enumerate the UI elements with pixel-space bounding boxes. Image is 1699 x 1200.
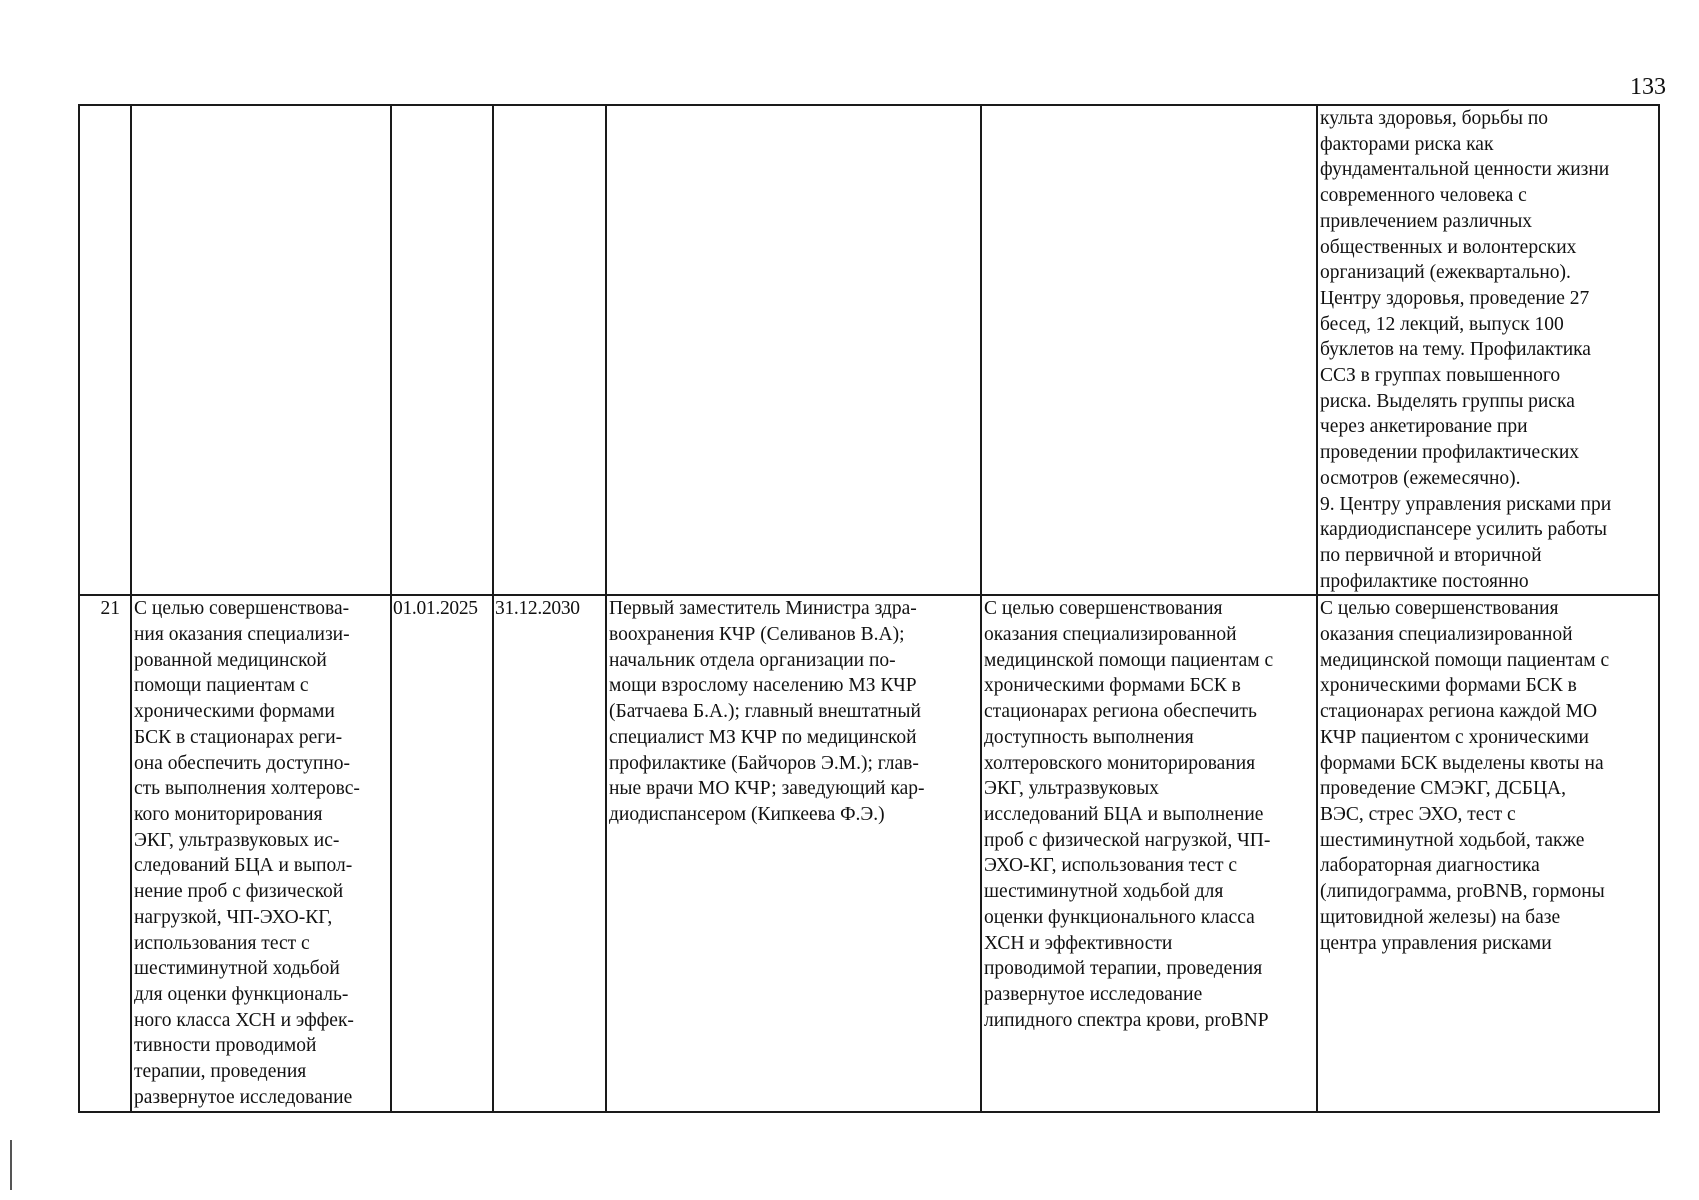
- text-line: КЧР пациентом с хроническими: [1320, 726, 1589, 748]
- expected-result-text: [984, 596, 1314, 1033]
- text-line: проб с физической нагрузкой, ЧП-: [984, 829, 1271, 851]
- text-line: кардиодиспансере усилить работы: [1320, 519, 1607, 541]
- text-line: ЭКГ, ультразвуковых ис-: [134, 829, 340, 851]
- text-line: хроническими формами: [134, 701, 335, 723]
- text-line: 9. Центру управления рисками при: [1320, 493, 1612, 515]
- text-line: ВЭС, стрес ЭХО, тест с: [1320, 803, 1516, 825]
- text-line: проведение СМЭКГ, ДСБЦА,: [1320, 778, 1566, 800]
- text-line: бесед, 12 лекций, выпуск 100: [1320, 313, 1564, 335]
- text-line: хроническими формами БСК в: [1320, 675, 1577, 697]
- text-line: ния оказания специализи-: [134, 624, 350, 646]
- cell-start-date: 01.01.2025: [391, 595, 493, 1112]
- text-line: по первичной и вторичной: [1320, 544, 1542, 566]
- text-line: следований БЦА и выпол-: [134, 855, 353, 877]
- page-number: 133: [1630, 74, 1666, 100]
- text-line: шестиминутной ходьбой: [134, 958, 340, 980]
- cell-expected-result: [981, 105, 1317, 595]
- text-line: профилактике (Байчоров Э.М.); глав-: [609, 752, 919, 774]
- text-line: центра управления рисками: [1320, 932, 1552, 954]
- text-line: профилактике постоянно: [1320, 570, 1529, 592]
- text-line: помощи пациентам с: [134, 675, 309, 697]
- text-line: стационарах региона каждой МО: [1320, 701, 1598, 723]
- cell-responsible: [606, 105, 981, 595]
- text-line: фундаментальной ценности жизни: [1320, 159, 1610, 181]
- text-line: начальник отдела организации по-: [609, 649, 896, 671]
- text-line: буклетов на тему. Профилактика: [1320, 339, 1591, 361]
- text-line: медицинской помощи пациентам с: [984, 649, 1274, 671]
- text-line: хроническими формами БСК в: [984, 675, 1241, 697]
- text-line: проведении профилактических: [1320, 442, 1580, 464]
- text-line: оценки функционального класса: [984, 906, 1255, 928]
- cell-end-date: 31.12.2030: [493, 595, 606, 1112]
- text-line: развернутое исследование: [984, 983, 1203, 1005]
- text-line: факторами риска как: [1320, 133, 1494, 155]
- text-line: оказания специализированной: [1320, 624, 1573, 646]
- text-line: доступность выполнения: [984, 726, 1194, 748]
- text-line: исследований БЦА и выполнение: [984, 803, 1264, 825]
- continuation-result-text: [1320, 106, 1656, 594]
- text-line: шестиминутной ходьбой, также: [1320, 829, 1585, 851]
- text-line: воохранения КЧР (Селиванов В.А);: [609, 624, 905, 646]
- text-line: ЭКГ, ультразвуковых: [984, 778, 1159, 800]
- text-line: липидного спектра крови, proBNP: [984, 1009, 1269, 1031]
- text-line: холтеровского мониторирования: [984, 752, 1256, 774]
- text-line: ХСН и эффективности: [984, 932, 1173, 954]
- text-line: нагрузкой, ЧП-ЭХО-КГ,: [134, 906, 333, 928]
- text-line: кого мониторирования: [134, 803, 323, 825]
- text-line: риска. Выделять группы риска: [1320, 390, 1575, 412]
- text-line: С целью совершенствования: [984, 598, 1223, 620]
- cell-responsible: [606, 595, 981, 1112]
- text-line: лабораторная диагностика: [1320, 855, 1540, 877]
- text-line: привлечением различных: [1320, 210, 1533, 232]
- table-row-21: [79, 595, 1659, 1112]
- text-line: шестиминутной ходьбой для: [984, 881, 1224, 903]
- text-line: специалист МЗ КЧР по медицинской: [609, 726, 917, 748]
- text-line: стационарах региона обеспечить: [984, 701, 1257, 723]
- table-row-continuation: [79, 105, 1659, 595]
- responsible-text: [609, 596, 978, 827]
- measure-text: [134, 596, 388, 1110]
- text-line: тивности проводимой: [134, 1035, 317, 1057]
- text-line: (Батчаева Б.А.); главный внештатный: [609, 701, 921, 723]
- cell-measure: [131, 105, 391, 595]
- cell-number: 21: [79, 595, 131, 1112]
- text-line: она обеспечить доступно-: [134, 752, 351, 774]
- text-line: организаций (ежеквартально).: [1320, 262, 1571, 284]
- cell-end-date: [493, 105, 606, 595]
- text-line: сть выполнения холтеровс-: [134, 778, 360, 800]
- text-line: мощи взрослому населению МЗ КЧР: [609, 675, 917, 697]
- text-line: диодиспансером (Кипкеева Ф.Э.): [609, 803, 885, 825]
- text-line: современного человека с: [1320, 185, 1527, 207]
- cell-start-date: [391, 105, 493, 595]
- text-line: использования тест с: [134, 932, 310, 954]
- text-line: щитовидной железы) на базе: [1320, 906, 1561, 928]
- text-line: Первый заместитель Министра здра-: [609, 598, 917, 620]
- text-line: осмотров (ежемесячно).: [1320, 467, 1521, 489]
- text-line: Центру здоровья, проведение 27: [1320, 287, 1590, 309]
- text-line: медицинской помощи пациентам с: [1320, 649, 1610, 671]
- text-line: оказания специализированной: [984, 624, 1237, 646]
- text-line: терапии, проведения: [134, 1061, 307, 1083]
- cell-expected-result: [981, 595, 1317, 1112]
- text-line: рованной медицинской: [134, 649, 327, 671]
- text-line: С целью совершенствования: [1320, 598, 1559, 620]
- text-line: формами БСК выделены квоты на: [1320, 752, 1604, 774]
- text-line: для оценки функциональ-: [134, 983, 349, 1005]
- text-line: ЭХО-КГ, использования тест с: [984, 855, 1238, 877]
- text-line: проводимой терапии, проведения: [984, 958, 1263, 980]
- margin-mark: [10, 1140, 12, 1190]
- result-text: [1320, 596, 1656, 956]
- measures-table: [78, 104, 1660, 1113]
- text-line: нение проб с физической: [134, 881, 344, 903]
- cell-result: [1317, 105, 1659, 595]
- text-line: развернутое исследование: [134, 1086, 353, 1108]
- text-line: БСК в стационарах реги-: [134, 726, 343, 748]
- text-line: ного класса ХСН и эффек-: [134, 1009, 354, 1031]
- text-line: культа здоровья, борьбы по: [1320, 108, 1549, 129]
- text-line: С целью совершенствова-: [134, 598, 350, 620]
- text-line: (липидограмма, proBNB, гормоны: [1320, 881, 1605, 903]
- cell-measure: [131, 595, 391, 1112]
- text-line: ные врачи МО КЧР; заведующий кар-: [609, 778, 925, 800]
- cell-number: [79, 105, 131, 595]
- text-line: ССЗ в группах повышенного: [1320, 365, 1561, 387]
- cell-result: [1317, 595, 1659, 1112]
- text-line: общественных и волонтерских: [1320, 236, 1577, 258]
- text-line: через анкетирование при: [1320, 416, 1528, 438]
